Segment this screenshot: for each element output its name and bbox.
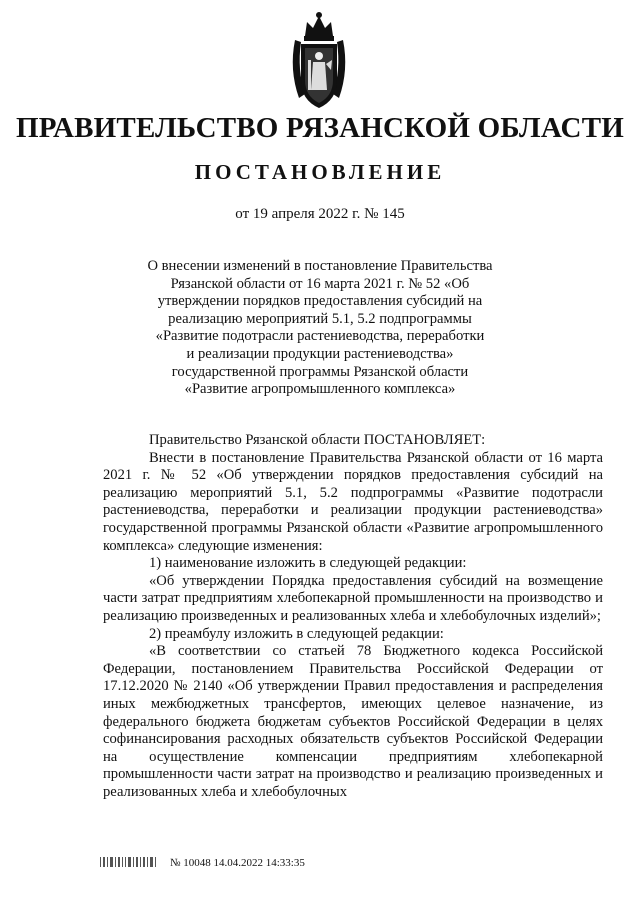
subject-line: Рязанской области от 16 марта 2021 г. № 52 «Об bbox=[170, 275, 470, 292]
subject-line: «Развитие подотрасли растениеводства, переработки bbox=[155, 328, 485, 345]
body-paragraph: Правительство Рязанской области ПОСТАНОВЛЯЕТ: bbox=[149, 432, 486, 448]
body-paragraph: Внести в постановление Правительства Рязанской области от 16 марта 2021 г. № 52 «Об утверждении порядков предоставления субсидий на реализацию мероприятий 5.1, 5.2 подпрограммы «Развитие подотрасли растениеводства, переработки и реализации продукции растениеводства» государственной программы Рязанской области «Развитие агропромышленного комплекса» следующие изменения: bbox=[103, 449, 603, 554]
subject-line: О внесении изменений в постановление Правительства bbox=[147, 258, 493, 274]
document-subject bbox=[130, 258, 510, 399]
body-paragraph: «Об утверждении Порядка предоставления субсидий на возмещение части затрат предприятиям хлебопекарной промышленности на производство и реализацию произведенных и реализованных хлеба и хлебобулочных изделий»; bbox=[103, 572, 603, 624]
subject-line: государственной программы Рязанской области bbox=[171, 363, 469, 380]
subject-line: утверждении порядков предоставления субсидий на bbox=[157, 293, 483, 310]
body-paragraph: 2) преамбулу изложить в следующей редакции: bbox=[149, 625, 444, 642]
body-paragraph: «В соответствии со статьей 78 Бюджетного кодекса Российской Федерации, постановлением Правительства Российской Федерации от 17.12.2020 № 2140 «Об утверждении Правил предоставления и распределения иных межбюджетных трансфертов, имеющих целевое назначение, из федерального бюджета бюджетам субъектов Российской Федерации в целях софинансирования расходных обязательств субъектов Российской Федерации на осуществление компенсации предприятиям хлебопекарной промышленности части затрат на производство и реализацию произведенных и реализованных хлеба и хлебобулочных bbox=[103, 643, 603, 800]
document-date-number: от 19 апреля 2022 г. № 145 bbox=[235, 206, 405, 222]
coat-of-arms-icon bbox=[285, 10, 353, 114]
barcode-icon bbox=[100, 855, 160, 869]
document-type: ПОСТАНОВЛЕНИЕ bbox=[194, 160, 446, 184]
government-title: ПРАВИТЕЛЬСТВО РЯЗАНСКОЙ ОБЛАСТИ bbox=[16, 112, 624, 144]
document-footer bbox=[100, 855, 305, 869]
subject-line: и реализации продукции растениеводства» bbox=[186, 345, 454, 362]
body-paragraph: 1) наименование изложить в следующей редакции: bbox=[149, 555, 467, 572]
subject-line: реализацию мероприятий 5.1, 5.2 подпрограммы bbox=[168, 310, 472, 327]
subject-line: «Развитие агропромышленного комплекса» bbox=[184, 381, 456, 398]
document-registration-stamp: № 10048 14.04.2022 14:33:35 bbox=[170, 857, 305, 869]
document-body bbox=[103, 432, 603, 801]
